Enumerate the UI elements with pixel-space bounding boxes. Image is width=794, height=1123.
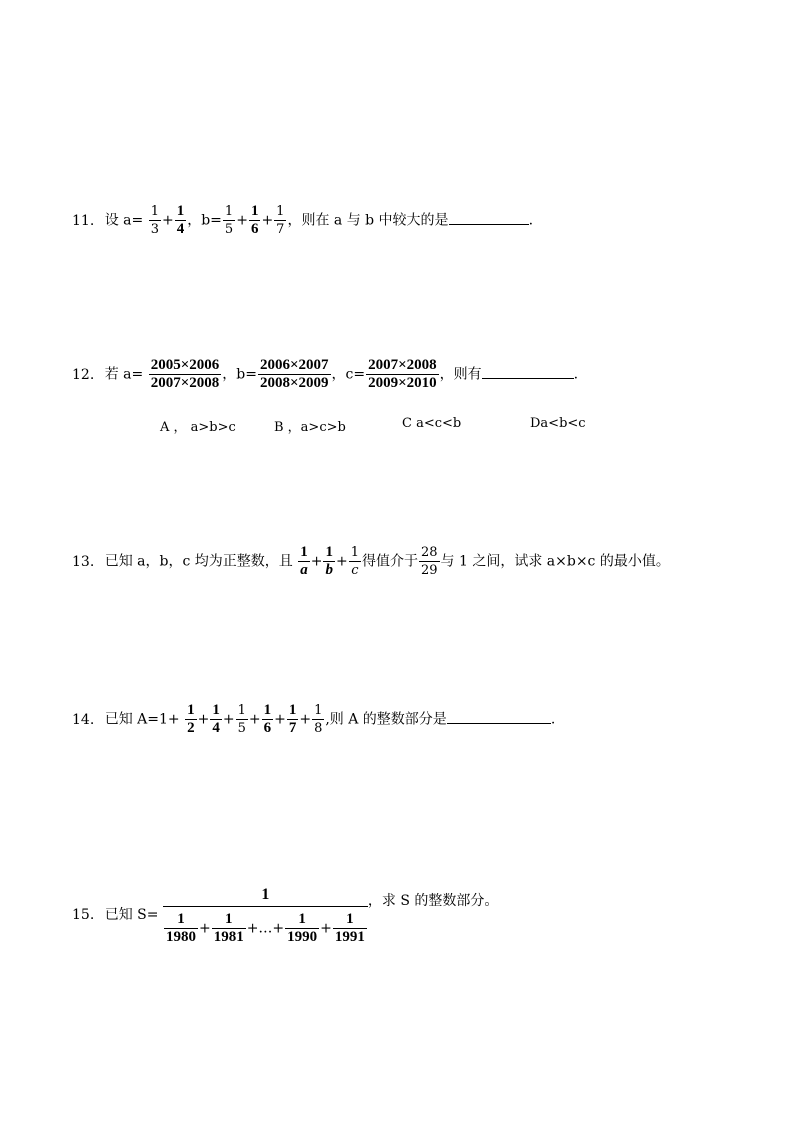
compound-denominator	[163, 907, 368, 946]
compound-fraction	[163, 884, 368, 946]
period: .	[550, 711, 556, 728]
denominator: 4	[176, 221, 185, 237]
option-c[interactable]: C a<c<b	[402, 416, 462, 431]
question-text: 若 a=	[104, 366, 144, 383]
numerator: 1	[187, 702, 195, 718]
denominator: 1981	[213, 929, 244, 945]
denominator: 4	[212, 720, 220, 736]
numerator: 1	[164, 911, 198, 929]
fraction	[149, 203, 161, 238]
option-b[interactable]: B ，a>c>b	[274, 420, 346, 435]
answer-blank[interactable]	[449, 210, 529, 225]
plus-sign: +	[274, 711, 286, 728]
denominator: 1990	[287, 929, 318, 945]
numerator: 1	[263, 702, 272, 718]
fraction	[223, 203, 235, 238]
question-number: 12.	[72, 366, 95, 383]
denominator: 29	[420, 563, 438, 578]
fraction	[249, 203, 261, 238]
question-number: 13.	[72, 553, 95, 570]
period: .	[528, 212, 534, 229]
question-text: 已知 S=	[104, 907, 159, 923]
numerator: 1	[212, 911, 246, 929]
plus-sign: +	[197, 711, 210, 728]
plus-sign: +	[299, 711, 312, 728]
numerator: 2007×2008	[368, 357, 437, 373]
denominator: 5	[224, 222, 234, 237]
question-text: ，b=	[222, 366, 257, 383]
question-text: 已知 A=1+	[104, 711, 180, 728]
answer-blank[interactable]	[482, 364, 574, 379]
ellipsis: +…+	[246, 920, 285, 937]
fraction	[312, 702, 324, 737]
answer-blank[interactable]	[447, 709, 551, 724]
fraction	[419, 544, 440, 579]
numerator: 1	[314, 703, 323, 718]
plus-sign: +	[335, 553, 348, 570]
fraction	[212, 911, 246, 946]
numerator: 2006×2007	[259, 357, 329, 373]
numerator: 1	[276, 204, 285, 219]
fraction	[164, 911, 198, 946]
question-number: 11.	[72, 212, 95, 229]
question-text: ，则在 a 与 b 中较大的是	[287, 212, 449, 229]
fraction	[210, 702, 222, 737]
option-a[interactable]: A ， a>b>c	[160, 420, 236, 435]
question-15	[72, 884, 498, 946]
fraction	[149, 357, 222, 392]
fraction	[285, 911, 319, 946]
fraction	[274, 203, 286, 238]
numerator: 2005×2006	[150, 357, 220, 373]
numerator: 1	[333, 911, 367, 929]
fraction	[287, 702, 299, 737]
fraction	[349, 544, 361, 579]
question-text: 得值介于	[361, 553, 418, 570]
question-11	[72, 203, 533, 238]
plus-sign: +	[310, 553, 323, 570]
denominator: 3	[150, 222, 159, 237]
denominator: a	[300, 562, 308, 578]
numerator: 1	[300, 544, 308, 560]
fraction	[185, 702, 197, 737]
question-text: ，求 S 的整数部分。	[367, 893, 499, 909]
fraction	[298, 544, 310, 579]
compound-numerator: 1	[163, 884, 368, 907]
question-text: 已知 a，b，c 均为正整数，且	[104, 553, 293, 570]
denominator: c	[351, 563, 359, 578]
plus-sign: +	[236, 212, 248, 229]
question-13	[72, 544, 670, 579]
numerator: 1	[237, 703, 246, 718]
fraction	[236, 702, 248, 737]
plus-sign: +	[198, 920, 211, 937]
denominator: b	[325, 562, 333, 578]
fraction	[366, 357, 439, 392]
fraction	[258, 357, 331, 392]
denominator: 6	[263, 720, 272, 736]
period: .	[573, 366, 579, 383]
denominator: 7	[276, 222, 285, 237]
plus-sign: +	[320, 920, 332, 937]
question-14	[72, 702, 555, 737]
numerator: 28	[420, 545, 438, 560]
denominator: 1991	[334, 929, 365, 945]
denominator: 6	[250, 221, 259, 237]
denominator: 2007×2008	[150, 375, 220, 391]
numerator: 1	[285, 911, 319, 929]
numerator: 1	[176, 203, 185, 219]
question-text: ,则 A 的整数部分是	[325, 711, 447, 728]
option-d[interactable]: Da<b<c	[530, 416, 586, 431]
question-text: ，b=	[187, 212, 222, 229]
denominator: 1980	[165, 929, 196, 945]
question-number: 15.	[72, 907, 95, 923]
plus-sign: +	[161, 212, 174, 229]
question-text: ，则有	[439, 366, 482, 383]
denominator: 8	[314, 721, 323, 736]
plus-sign: +	[261, 212, 274, 229]
denominator: 7	[288, 720, 297, 736]
denominator: 5	[237, 721, 246, 736]
numerator: 1	[212, 702, 220, 718]
numerator: 1	[150, 204, 159, 219]
denominator: 2	[187, 720, 195, 736]
denominator: 2008×2009	[259, 375, 329, 391]
plus-sign: +	[248, 711, 261, 728]
question-text: 设 a=	[104, 212, 144, 229]
numerator: 1	[250, 203, 259, 219]
denominator: 2009×2010	[368, 375, 437, 391]
plus-sign: +	[222, 711, 235, 728]
fraction	[175, 203, 187, 238]
numerator: 1	[288, 702, 297, 718]
numerator: 1	[325, 544, 333, 560]
question-text: ，c=	[331, 366, 366, 383]
fraction	[262, 702, 274, 737]
question-number: 14.	[72, 711, 95, 728]
fraction	[323, 544, 335, 579]
fraction	[333, 911, 367, 946]
question-12	[72, 357, 578, 392]
numerator: 1	[224, 204, 234, 219]
numerator: 1	[350, 545, 359, 560]
question-text: 与 1 之间，试求 a×b×c 的最小值。	[440, 553, 670, 570]
